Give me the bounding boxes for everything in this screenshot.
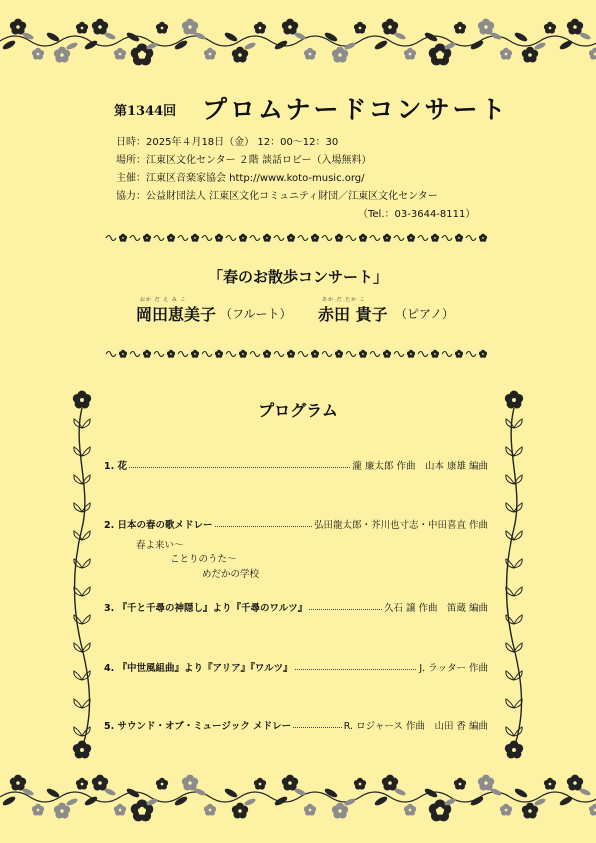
scroll-icon	[130, 352, 140, 357]
flower-icon	[114, 804, 126, 816]
program-item	[104, 660, 488, 674]
flower-icon	[92, 775, 108, 791]
clover-icon	[167, 350, 175, 358]
clover-icon	[335, 234, 343, 242]
flower-icon	[544, 22, 556, 34]
scroll-icon	[178, 236, 188, 241]
flower-icon	[354, 778, 366, 790]
performer-1-ruby: おか だ え み こ	[140, 297, 187, 303]
flower-icon	[567, 19, 583, 35]
scroll-icon	[506, 475, 522, 484]
medley-song: 春よ来い～	[136, 540, 184, 551]
scroll-icon	[250, 236, 260, 241]
clover-icon	[383, 234, 391, 242]
scroll-icon	[130, 236, 140, 241]
info-tel: （Tel.：03-3644-8111）	[358, 209, 476, 220]
scroll-icon	[506, 727, 522, 736]
flower-icon	[10, 775, 26, 791]
clover-icon	[167, 234, 175, 242]
scroll-icon	[298, 236, 308, 241]
flower-icon	[478, 19, 494, 35]
flower-icon	[500, 804, 512, 816]
leaf-icon	[83, 39, 98, 51]
program-item-credit: 久石 譲 作曲 笛蔵 編曲	[382, 600, 488, 614]
clover-icon	[407, 350, 415, 358]
clover-icon	[143, 350, 151, 358]
scroll-icon	[346, 352, 356, 357]
scroll-icon	[74, 475, 90, 484]
leaf-icon	[65, 797, 78, 807]
flower-icon	[76, 22, 88, 34]
scroll-icon	[202, 352, 212, 357]
scroll-icon	[418, 236, 428, 241]
flower-icon	[454, 778, 466, 790]
leaf-icon	[423, 787, 438, 799]
flower-icon	[92, 19, 108, 35]
clover-icon	[431, 350, 439, 358]
clover-icon	[311, 234, 319, 242]
clover-icon	[239, 350, 247, 358]
clover-icon	[479, 234, 487, 242]
title-row	[114, 90, 514, 126]
flower-icon	[282, 775, 298, 791]
clover-icon	[505, 741, 523, 759]
flower-icon	[500, 48, 512, 60]
flower-icon	[454, 22, 466, 34]
leaf-icon	[1, 39, 16, 51]
scroll-icon	[74, 531, 90, 540]
flower-icon	[589, 48, 596, 60]
ornamental-divider	[105, 346, 491, 365]
scroll-icon	[74, 587, 90, 596]
scroll-icon	[202, 236, 212, 241]
leaf-icon	[65, 41, 78, 51]
scroll-icon	[226, 236, 236, 241]
medley-song: ことりのうた～	[170, 554, 237, 565]
program-item-credit: J. ラッター 作曲	[417, 660, 488, 674]
scroll-icon	[274, 352, 284, 357]
clover-icon	[191, 350, 199, 358]
flower-icon	[567, 775, 583, 791]
program-item-credit: 弘田龍太郎・芥川也寸志・中田喜直 作曲	[312, 517, 488, 531]
scroll-icon	[442, 352, 452, 357]
leaf-icon	[513, 31, 528, 43]
flower-icon	[156, 22, 168, 34]
leaf-icon	[223, 787, 238, 799]
scroll-icon	[466, 352, 476, 357]
flower-icon	[182, 775, 198, 791]
bottom-floral-border	[0, 764, 596, 830]
clover-icon	[215, 234, 223, 242]
leaf-icon	[513, 787, 528, 799]
leaf-icon	[83, 795, 98, 807]
concert-number: 第1344回	[114, 104, 177, 119]
scroll-icon	[106, 352, 116, 357]
program-item-title: 4. 『中世風組曲』より『アリア』『ワルツ』	[104, 663, 293, 674]
scroll-icon	[106, 236, 116, 241]
clover-icon	[455, 234, 463, 242]
program-item-title: 2. 日本の春の歌メドレー	[104, 520, 213, 531]
scroll-icon	[506, 503, 522, 512]
top-floral-border	[0, 10, 596, 72]
performer-2-ruby: あか だ たか こ	[322, 297, 366, 303]
performer-1-instrument: （フルート）	[220, 307, 292, 321]
flower-icon	[254, 22, 266, 34]
clover-icon	[383, 350, 391, 358]
page-title: プロムナードコンサート	[202, 95, 509, 124]
clover-icon	[455, 350, 463, 358]
clover-icon	[335, 350, 343, 358]
scroll-icon	[154, 352, 164, 357]
flower-icon	[204, 804, 216, 816]
info-cooperation: 協力：公益財団法人 江東区文化コミュニティ財団／江東区文化センター	[116, 191, 438, 202]
leaf-icon	[273, 795, 288, 807]
leaf-icon	[373, 39, 388, 51]
scroll-icon	[274, 236, 284, 241]
flower-icon	[114, 48, 126, 60]
scroll-icon	[418, 352, 428, 357]
flower-icon	[382, 19, 398, 35]
program-item-credit: R. ロジャース 作曲 山田 香 編曲	[342, 718, 488, 732]
flower-icon	[382, 775, 398, 791]
leaf-icon	[373, 795, 388, 807]
flower-icon	[32, 804, 44, 816]
leaf-icon	[533, 797, 546, 807]
clover-icon	[407, 234, 415, 242]
scroll-icon	[74, 727, 90, 736]
flower-icon	[10, 19, 26, 35]
program-item	[104, 517, 488, 531]
info-date: 日時：2025年４月18日（金） 12：00～12：30	[116, 137, 339, 148]
leaf-icon	[45, 787, 60, 799]
clover-icon	[191, 234, 199, 242]
scroll-icon	[154, 236, 164, 241]
scroll-icon	[394, 352, 404, 357]
leaf-icon	[273, 39, 288, 51]
scroll-icon	[322, 236, 332, 241]
leaf-icon	[223, 31, 238, 43]
leaf-icon	[533, 41, 546, 51]
flower-icon	[589, 804, 596, 816]
medley-song: めだかの学校	[202, 569, 260, 580]
scroll-icon	[506, 447, 522, 456]
flower-icon	[182, 19, 198, 35]
clover-icon	[287, 350, 295, 358]
scroll-icon	[226, 352, 236, 357]
ornamental-divider	[105, 230, 491, 249]
flower-icon	[404, 48, 416, 60]
clover-icon	[119, 234, 127, 242]
scroll-icon	[466, 236, 476, 241]
program-item	[104, 718, 488, 732]
info-organizer: 主催：江東区音楽家協会 http://www.koto-music.org/	[116, 173, 365, 184]
flower-icon	[282, 19, 298, 35]
program-item	[104, 458, 488, 472]
leaf-icon	[45, 31, 60, 43]
flower-icon	[304, 48, 316, 60]
flower-icon	[478, 775, 494, 791]
clover-icon	[119, 350, 127, 358]
program-heading: プログラム	[258, 401, 338, 420]
performer-2-name: 赤田 貴子	[318, 305, 388, 324]
program-item	[104, 600, 488, 614]
scroll-icon	[370, 236, 380, 241]
clover-icon	[359, 234, 367, 242]
vine-line	[75, 408, 90, 748]
performer-1-name: 岡田恵美子	[136, 305, 217, 324]
leaf-icon	[243, 41, 256, 51]
vine-line	[507, 408, 522, 748]
scroll-icon	[442, 236, 452, 241]
clover-icon	[263, 234, 271, 242]
flower-icon	[354, 22, 366, 34]
flower-icon	[544, 778, 556, 790]
performer-2-instrument: （ピアノ）	[395, 307, 455, 321]
scroll-icon	[74, 447, 90, 456]
scroll-icon	[506, 587, 522, 596]
info-venue: 場所：江東区文化センター ２階 談話ロビー（入場無料）	[116, 155, 372, 166]
scroll-icon	[394, 236, 404, 241]
leaf-icon	[423, 31, 438, 43]
scroll-icon	[506, 699, 522, 708]
clover-icon	[431, 234, 439, 242]
clover-icon	[73, 741, 91, 759]
flower-icon	[304, 804, 316, 816]
leaf-icon	[243, 797, 256, 807]
flower-icon	[32, 48, 44, 60]
concert-subtitle: 「春のお散歩コンサート」	[207, 268, 388, 286]
scroll-icon	[346, 236, 356, 241]
right-vine-border	[502, 388, 526, 767]
flower-icon	[254, 778, 266, 790]
flower-icon	[156, 778, 168, 790]
scroll-icon	[74, 503, 90, 512]
leaf-icon	[558, 39, 573, 51]
scroll-icon	[74, 699, 90, 708]
scroll-icon	[322, 352, 332, 357]
clover-icon	[239, 234, 247, 242]
scroll-icon	[250, 352, 260, 357]
clover-icon	[359, 350, 367, 358]
leaf-icon	[558, 795, 573, 807]
flower-icon	[204, 48, 216, 60]
program-item-title: 1. 花	[104, 461, 128, 472]
left-vine-border	[70, 388, 94, 767]
scroll-icon	[178, 352, 188, 357]
flower-icon	[404, 804, 416, 816]
clover-icon	[479, 350, 487, 358]
program-item-title: 5. サウンド・オブ・ミュージック メドレー	[104, 721, 292, 732]
clover-icon	[311, 350, 319, 358]
scroll-icon	[506, 531, 522, 540]
clover-icon	[143, 234, 151, 242]
clover-icon	[263, 350, 271, 358]
scroll-icon	[298, 352, 308, 357]
clover-icon	[287, 234, 295, 242]
clover-icon	[215, 350, 223, 358]
program-item-title: 3. 『千と千尋の神隠し』より『千尋のワルツ』	[104, 603, 308, 614]
scroll-icon	[370, 352, 380, 357]
program-item-credit: 瀧 廉太郎 作曲 山本 康雄 編曲	[350, 458, 488, 472]
flower-icon	[76, 778, 88, 790]
leaf-icon	[1, 795, 16, 807]
